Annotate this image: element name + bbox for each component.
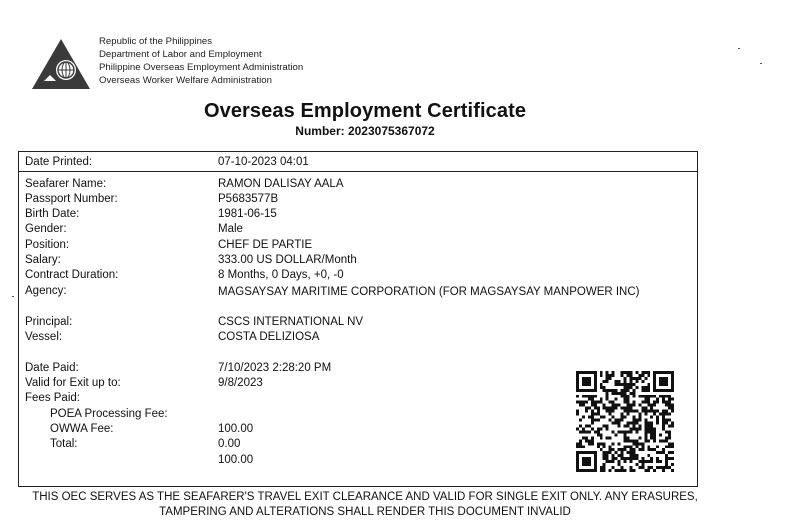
footer-line-2: TAMPERING AND ALTERATIONS SHALL RENDER THIS DOCUMENT INVALID <box>159 506 571 518</box>
footer-line-1: THIS OEC SERVES AS THE SEAFARER'S TRAVEL EXIT CLEARANCE AND VALID FOR SINGLE EXIT ONLY. ANY ERASURES, <box>32 491 698 503</box>
date-printed-label: Date Printed: <box>25 156 93 168</box>
seafarer-name-label: Seafarer Name: <box>25 178 107 190</box>
birth-date-label: Birth Date: <box>25 208 80 220</box>
salary-label: Salary: <box>25 254 61 266</box>
seafarer-name-value: RAMON DALISAY AALA <box>218 178 344 190</box>
passport-number-label: Passport Number: <box>25 193 118 205</box>
birth-date-value: 1981-06-15 <box>218 208 277 220</box>
agency-value: MAGSAYSAY MARITIME CORPORATION (FOR MAGSAYSAY MANPOWER INC) <box>218 286 640 298</box>
footer-disclaimer <box>0 490 730 520</box>
poea-fee-label: POEA Processing Fee: <box>50 408 168 420</box>
scan-speck <box>760 63 762 64</box>
agency-line-owwa: Overseas Worker Welfare Administration <box>99 75 272 86</box>
contract-duration-label: Contract Duration: <box>25 269 119 281</box>
owwa-fee-value: 0.00 <box>218 438 241 450</box>
poea-fee-value: 100.00 <box>218 423 254 435</box>
date-paid-label: Date Paid: <box>25 362 79 374</box>
position-value: CHEF DE PARTIE <box>218 239 313 251</box>
principal-value: CSCS INTERNATIONAL NV <box>218 316 364 328</box>
valid-exit-label: Valid for Exit up to: <box>25 377 121 389</box>
vessel-label: Vessel: <box>25 331 63 343</box>
vessel-value: COSTA DELIZIOSA <box>218 331 320 343</box>
total-fee-label: Total: <box>50 438 78 450</box>
salary-value: 333.00 US DOLLAR/Month <box>218 254 357 266</box>
contract-duration-value: 8 Months, 0 Days, +0, -0 <box>218 269 344 281</box>
agency-label: Agency: <box>25 285 67 297</box>
certificate-number: Number: 2023075367072 <box>295 124 435 138</box>
owwa-fee-label: OWWA Fee: <box>50 423 114 435</box>
scan-speck <box>12 296 14 297</box>
gender-value: Male <box>218 223 243 235</box>
date-paid-value: 7/10/2023 2:28:20 PM <box>218 362 332 374</box>
agency-header <box>99 35 303 87</box>
passport-number-value: P5683577B <box>218 193 279 205</box>
fees-paid-label: Fees Paid: <box>25 392 80 404</box>
agency-line-republic: Republic of the Philippines <box>99 36 213 47</box>
position-label: Position: <box>25 239 70 251</box>
agency-line-dole: Department of Labor and Employment <box>99 49 262 60</box>
document-title: Overseas Employment Certificate <box>203 100 527 122</box>
date-printed-box <box>18 151 698 172</box>
dole-logo-icon <box>30 37 92 91</box>
agency-line-poea: Philippine Overseas Employment Administration <box>99 62 304 73</box>
gender-label: Gender: <box>25 223 67 235</box>
scan-speck <box>738 48 740 49</box>
qr-code-icon <box>576 371 674 472</box>
date-printed-value: 07-10-2023 04:01 <box>218 156 309 168</box>
total-fee-value: 100.00 <box>218 454 254 466</box>
valid-exit-value: 9/8/2023 <box>218 377 263 389</box>
principal-label: Principal: <box>25 316 73 328</box>
